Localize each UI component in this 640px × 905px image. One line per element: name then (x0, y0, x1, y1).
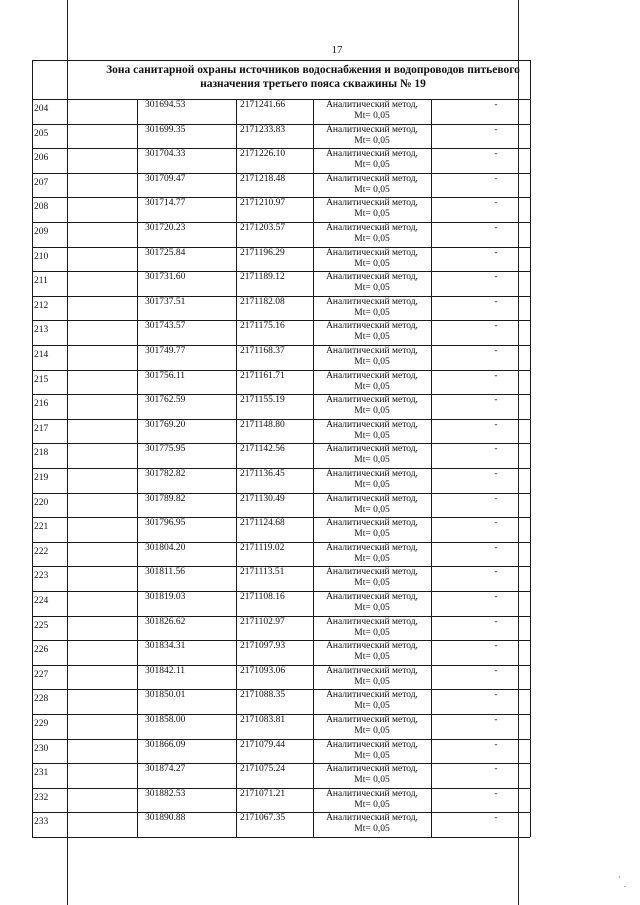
accuracy-value: Mt= 0,05 (354, 135, 390, 146)
method-name: Аналитический метод, (326, 567, 418, 578)
accuracy-value: Mt= 0,05 (354, 578, 390, 589)
accuracy-value: Mt= 0,05 (354, 430, 390, 441)
method-description (314, 690, 430, 712)
y-coordinate: 2171071.21 (240, 788, 286, 799)
point-number: 213 (34, 325, 49, 336)
accuracy-value: Mt= 0,05 (354, 750, 390, 761)
empty-mark: - (494, 739, 498, 750)
x-coordinate: 301782.82 (145, 469, 186, 479)
point-number: 220 (34, 497, 49, 508)
empty-mark: - (494, 518, 498, 529)
y-coordinate: 2171102.97 (240, 616, 285, 627)
y-coordinate: 2171196.29 (240, 247, 285, 258)
x-coordinate: 301737.51 (145, 296, 186, 307)
x-coordinate: 301850.01 (145, 690, 186, 701)
zone-title-line-1: Зона санитарной охраны источников водоснабжения и водопроводов питьевого (106, 64, 520, 76)
y-coordinate: 2171124.68 (240, 518, 285, 529)
method-description (314, 248, 430, 270)
x-coordinate: 301874.27 (145, 764, 186, 775)
empty-mark: - (494, 370, 498, 381)
y-coordinate: 2171142.56 (240, 444, 285, 455)
method-name: Аналитический метод, (326, 690, 418, 701)
y-coordinate: 2171075.24 (240, 764, 286, 775)
empty-mark: - (494, 198, 498, 209)
point-number: 215 (34, 374, 49, 385)
y-coordinate: 2171088.35 (240, 690, 286, 701)
y-coordinate: 2171168.37 (240, 346, 285, 356)
x-coordinate: 301704.33 (145, 149, 186, 160)
method-description (314, 469, 430, 491)
method-description (314, 272, 430, 294)
accuracy-value: Mt= 0,05 (354, 553, 390, 564)
y-coordinate: 2171161.71 (240, 370, 285, 381)
y-coordinate: 2171113.51 (240, 567, 285, 578)
method-description (314, 592, 430, 614)
accuracy-value: Mt= 0,05 (354, 406, 390, 417)
method-description (314, 297, 430, 319)
accuracy-value: Mt= 0,05 (354, 652, 390, 663)
empty-mark: - (494, 493, 498, 504)
x-coordinate: 301749.77 (145, 346, 186, 356)
y-coordinate: 2171108.16 (240, 592, 285, 602)
method-name: Аналитический метод, (326, 542, 418, 553)
y-coordinate: 2171093.06 (240, 665, 286, 676)
y-coordinate: 2171189.12 (240, 272, 285, 283)
accuracy-value: Mt= 0,05 (354, 307, 390, 318)
point-number: 205 (34, 128, 49, 139)
empty-mark: - (494, 247, 498, 258)
method-description (314, 641, 430, 663)
empty-mark: - (494, 764, 498, 775)
empty-mark: - (494, 100, 498, 110)
method-description (314, 395, 430, 417)
empty-mark: - (494, 272, 498, 283)
accuracy-value: Mt= 0,05 (354, 603, 390, 613)
point-number: 217 (34, 423, 49, 434)
accuracy-value: Mt= 0,05 (354, 111, 390, 121)
x-coordinate: 301720.23 (145, 223, 186, 233)
point-number: 226 (34, 645, 49, 656)
table-right-border (530, 60, 531, 837)
method-description (314, 371, 430, 393)
empty-mark: - (494, 223, 498, 233)
method-description (314, 198, 430, 220)
method-name: Аналитический метод, (326, 469, 418, 479)
page-number: 17 (331, 44, 343, 56)
method-name: Аналитический метод, (326, 395, 418, 406)
y-coordinate: 2171203.57 (240, 223, 286, 233)
method-name: Аналитический метод, (326, 444, 418, 455)
empty-mark: - (494, 788, 498, 799)
empty-mark: - (494, 542, 498, 553)
empty-mark: - (494, 124, 498, 135)
method-name: Аналитический метод, (326, 346, 418, 356)
x-coordinate: 301882.53 (145, 788, 186, 799)
empty-mark: - (494, 173, 498, 184)
method-name: Аналитический метод, (326, 124, 418, 135)
x-coordinate: 301858.00 (145, 715, 186, 725)
method-name: Аналитический метод, (326, 370, 418, 381)
method-description (314, 813, 430, 835)
accuracy-value: Mt= 0,05 (354, 258, 390, 269)
point-number: 216 (34, 399, 49, 410)
point-number: 224 (34, 596, 49, 606)
empty-mark: - (494, 149, 498, 160)
point-number: 219 (34, 473, 49, 483)
point-number: 229 (34, 719, 49, 729)
point-number: 223 (34, 571, 49, 582)
method-name: Аналитический метод, (326, 296, 418, 307)
method-description (314, 223, 430, 245)
method-description (314, 149, 430, 171)
x-coordinate: 301699.35 (145, 124, 186, 135)
y-coordinate: 2171233.83 (240, 124, 286, 135)
accuracy-value: Mt= 0,05 (354, 726, 390, 736)
accuracy-value: Mt= 0,05 (354, 184, 390, 195)
method-name: Аналитический метод, (326, 223, 418, 233)
method-name: Аналитический метод, (326, 739, 418, 750)
empty-mark: - (494, 641, 498, 652)
method-description (314, 444, 430, 466)
accuracy-value: Mt= 0,05 (354, 504, 390, 515)
y-coordinate: 2171136.45 (240, 469, 285, 479)
y-coordinate: 2171097.93 (240, 641, 286, 652)
method-name: Аналитический метод, (326, 592, 418, 602)
method-description (314, 518, 430, 540)
empty-mark: - (494, 296, 498, 307)
x-coordinate: 301789.82 (145, 493, 186, 504)
method-name: Аналитический метод, (326, 247, 418, 258)
accuracy-value: Mt= 0,05 (354, 676, 390, 687)
x-coordinate: 301762.59 (145, 395, 186, 406)
y-coordinate: 2171067.35 (240, 813, 286, 824)
accuracy-value: Mt= 0,05 (354, 529, 390, 540)
point-number: 212 (34, 300, 49, 311)
x-coordinate: 301819.03 (145, 592, 186, 602)
method-name: Аналитический метод, (326, 272, 418, 283)
point-number: 228 (34, 694, 49, 705)
empty-mark: - (494, 715, 498, 725)
point-number: 206 (34, 153, 49, 164)
y-coordinate: 2171083.81 (240, 715, 286, 725)
y-coordinate: 2171079.44 (240, 739, 286, 750)
method-description (314, 617, 430, 639)
method-description (314, 715, 430, 737)
x-coordinate: 301731.60 (145, 272, 186, 283)
empty-mark: - (494, 592, 498, 602)
accuracy-value: Mt= 0,05 (354, 381, 390, 392)
x-coordinate: 301890.88 (145, 813, 186, 824)
method-name: Аналитический метод, (326, 764, 418, 775)
accuracy-value: Mt= 0,05 (354, 627, 390, 638)
column-divider (137, 99, 138, 837)
zone-title-line-2: назначения третьего пояса скважины № 19 (200, 78, 426, 90)
y-coordinate: 2171241.66 (240, 100, 286, 110)
point-number: 232 (34, 792, 49, 803)
point-number: 225 (34, 620, 49, 631)
point-number: 221 (34, 522, 49, 533)
accuracy-value: Mt= 0,05 (354, 209, 390, 220)
method-description (314, 174, 430, 196)
x-coordinate: 301709.47 (145, 173, 186, 184)
method-name: Аналитический метод, (326, 100, 418, 110)
accuracy-value: Mt= 0,05 (354, 283, 390, 294)
empty-mark: - (494, 813, 498, 824)
x-coordinate: 301866.09 (145, 739, 186, 750)
point-number: 210 (34, 251, 49, 262)
empty-mark: - (494, 567, 498, 578)
point-number: 204 (34, 104, 49, 114)
empty-mark: - (494, 469, 498, 479)
x-coordinate: 301714.77 (145, 198, 186, 209)
row-divider (32, 837, 530, 838)
y-coordinate: 2171148.80 (240, 419, 285, 430)
method-description (314, 543, 430, 565)
accuracy-value: Mt= 0,05 (354, 824, 390, 835)
y-coordinate: 2171226.10 (240, 149, 286, 160)
scan-speck: · (618, 873, 621, 882)
empty-mark: - (494, 346, 498, 356)
x-coordinate: 301769.20 (145, 419, 186, 430)
x-coordinate: 301694.53 (145, 100, 186, 110)
method-name: Аналитический метод, (326, 198, 418, 209)
accuracy-value: Mt= 0,05 (354, 701, 390, 712)
y-coordinate: 2171119.02 (240, 542, 285, 553)
method-description (314, 740, 430, 762)
x-coordinate: 301796.95 (145, 518, 186, 529)
method-description (314, 100, 430, 122)
method-name: Аналитический метод, (326, 616, 418, 627)
x-coordinate: 301743.57 (145, 321, 186, 332)
x-coordinate: 301775.95 (145, 444, 186, 455)
method-name: Аналитический метод, (326, 321, 418, 332)
y-coordinate: 2171175.16 (240, 321, 285, 332)
scan-speck: . (624, 880, 626, 889)
empty-mark: - (494, 444, 498, 455)
method-name: Аналитический метод, (326, 715, 418, 725)
point-number: 230 (34, 743, 49, 754)
accuracy-value: Mt= 0,05 (354, 332, 390, 343)
column-divider (67, 99, 68, 837)
accuracy-value: Mt= 0,05 (354, 234, 390, 244)
x-coordinate: 301725.84 (145, 247, 186, 258)
point-number: 214 (34, 350, 49, 360)
column-divider (236, 99, 237, 837)
empty-mark: - (494, 665, 498, 676)
empty-mark: - (494, 419, 498, 430)
accuracy-value: Mt= 0,05 (354, 480, 390, 490)
point-number: 209 (34, 227, 49, 237)
method-description (314, 321, 430, 343)
method-name: Аналитический метод, (326, 518, 418, 529)
y-coordinate: 2171210.97 (240, 198, 286, 209)
accuracy-value: Mt= 0,05 (354, 160, 390, 171)
method-name: Аналитический метод, (326, 665, 418, 676)
point-number: 233 (34, 817, 49, 828)
x-coordinate: 301756.11 (145, 370, 186, 381)
x-coordinate: 301826.62 (145, 616, 186, 627)
method-name: Аналитический метод, (326, 419, 418, 430)
method-description (314, 789, 430, 811)
method-description (314, 494, 430, 516)
empty-mark: - (494, 690, 498, 701)
method-description (314, 764, 430, 786)
method-name: Аналитический метод, (326, 173, 418, 184)
accuracy-value: Mt= 0,05 (354, 357, 390, 367)
accuracy-value: Mt= 0,05 (354, 455, 390, 466)
point-number: 227 (34, 669, 49, 680)
table-top-border (32, 60, 530, 61)
method-description (314, 666, 430, 688)
x-coordinate: 301834.31 (145, 641, 186, 652)
point-number: 231 (34, 768, 49, 779)
table-left-border (32, 60, 33, 837)
y-coordinate: 2171155.19 (240, 395, 285, 406)
point-number: 218 (34, 448, 49, 459)
empty-mark: - (494, 321, 498, 332)
method-name: Аналитический метод, (326, 813, 418, 824)
accuracy-value: Mt= 0,05 (354, 775, 390, 786)
y-coordinate: 2171130.49 (240, 493, 285, 504)
method-description (314, 346, 430, 368)
method-name: Аналитический метод, (326, 641, 418, 652)
point-number: 208 (34, 202, 49, 213)
method-description (314, 420, 430, 442)
point-number: 211 (34, 276, 48, 287)
method-name: Аналитический метод, (326, 788, 418, 799)
empty-mark: - (494, 395, 498, 406)
method-name: Аналитический метод, (326, 493, 418, 504)
x-coordinate: 301804.20 (145, 542, 186, 553)
x-coordinate: 301811.56 (145, 567, 186, 578)
x-coordinate: 301842.11 (145, 665, 186, 676)
method-description (314, 567, 430, 589)
accuracy-value: Mt= 0,05 (354, 799, 390, 810)
point-number: 207 (34, 177, 49, 188)
method-description (314, 125, 430, 147)
point-number: 222 (34, 546, 49, 557)
empty-mark: - (494, 616, 498, 627)
y-coordinate: 2171218.48 (240, 173, 286, 184)
column-divider (431, 99, 432, 837)
y-coordinate: 2171182.08 (240, 296, 285, 307)
method-name: Аналитический метод, (326, 149, 418, 160)
